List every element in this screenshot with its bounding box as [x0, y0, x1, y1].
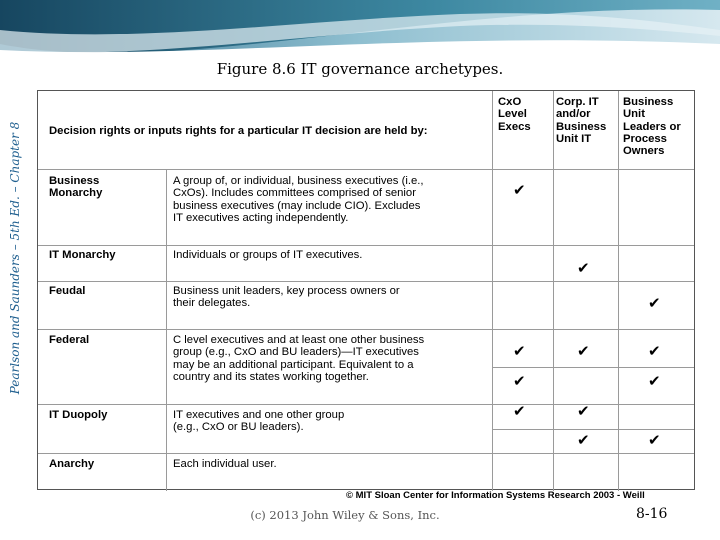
check-icon: ✔: [577, 402, 590, 420]
row-name-it-monarchy: IT Monarchy: [49, 249, 116, 261]
col-divider-cxo: [492, 91, 493, 491]
side-citation: Pearlson and Saunders – 5th Ed. – Chapter 8: [8, 121, 22, 395]
row-desc-feudal: Business unit leaders, key process owners or their delegates.: [173, 285, 400, 310]
header-banner: [0, 0, 720, 62]
figure-title: Figure 8.6 IT governance archetypes.: [216, 60, 504, 78]
col-divider-corp: [553, 91, 554, 491]
header-business-unit: Business Unit Leaders or Process Owners: [623, 96, 681, 158]
check-icon: ✔: [648, 431, 661, 449]
check-icon: ✔: [513, 372, 526, 390]
row-name-it-duopoly: IT Duopoly: [49, 409, 108, 421]
row-line: [38, 169, 694, 170]
row-line: [38, 245, 694, 246]
header-question: Decision rights or inputs rights for a particular IT decision are held by:: [49, 125, 428, 137]
copyright-footer: (c) 2013 John Wiley & Sons, Inc.: [250, 508, 440, 522]
row-desc-business-monarchy: A group of, or individual, business executives (i.e., CxOs). Includes committees comprised of senior business executives (may include CIO). Excludes IT executives acting independently.: [173, 175, 424, 224]
row-name-anarchy: Anarchy: [49, 458, 95, 470]
check-icon: ✔: [513, 181, 526, 199]
row-line: [38, 281, 694, 282]
row-subline: [492, 367, 694, 368]
check-icon: ✔: [577, 259, 590, 277]
row-line: [38, 453, 694, 454]
header-corp-it: Corp. IT and/or Business Unit IT: [556, 96, 607, 145]
check-icon: ✔: [513, 342, 526, 360]
col-divider-name: [166, 169, 167, 491]
check-icon: ✔: [577, 431, 590, 449]
check-icon: ✔: [577, 342, 590, 360]
check-icon: ✔: [513, 402, 526, 420]
col-divider-bu: [618, 91, 619, 491]
row-desc-it-monarchy: Individuals or groups of IT executives.: [173, 249, 363, 261]
check-icon: ✔: [648, 372, 661, 390]
source-credit: © MIT Sloan Center for Information Systems Research 2003 - Weill: [346, 490, 645, 501]
wave-banner-graphic: [0, 0, 720, 62]
row-name-federal: Federal: [49, 334, 90, 346]
governance-table: [37, 90, 695, 490]
row-line: [38, 329, 694, 330]
row-desc-it-duopoly: IT executives and one other group (e.g., CxO or BU leaders).: [173, 409, 345, 434]
check-icon: ✔: [648, 294, 661, 312]
row-name-business-monarchy: Business Monarchy: [49, 175, 103, 200]
row-desc-anarchy: Each individual user.: [173, 458, 277, 470]
row-name-feudal: Feudal: [49, 285, 86, 297]
row-subline: [492, 429, 694, 430]
check-icon: ✔: [648, 342, 661, 360]
row-line: [38, 404, 694, 405]
page-number: 8-16: [636, 506, 668, 522]
header-cxo: CxO Level Execs: [498, 96, 531, 133]
row-desc-federal: C level executives and at least one other business group (e.g., CxO and BU leaders)—IT executives may be an additional participant. Equivalent to a country and its states working together.: [173, 334, 425, 383]
